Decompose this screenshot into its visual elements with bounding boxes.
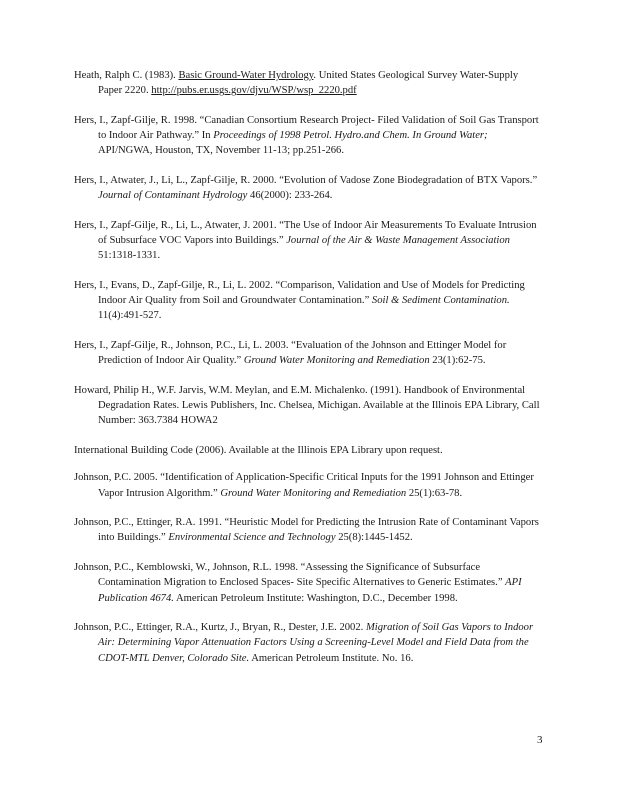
italic-text: Environmental Science and Technology	[168, 532, 336, 544]
reference-entry-ibc-2006	[74, 443, 544, 458]
reference-text: 25(1):63-78.	[406, 487, 463, 499]
reference-text: Hers, I., Zapf-Gilje, R. 1998. “Canadian Consortium Research Project- Filed Validation of Soil Gas Transport to Indoor Air Pathway.” In	[74, 114, 539, 142]
underlined-text: Basic Ground-Water Hydrology	[178, 70, 314, 81]
page-number: 3	[537, 734, 543, 746]
reference-text: Heath, Ralph C. (1983).	[74, 70, 179, 81]
reference-entry-howard-1991	[74, 383, 544, 429]
italic-text: Soil & Sediment Contamination.	[371, 295, 510, 307]
reference-text: Johnson, P.C. 2005. “Identification of Application-Specific Critical Inputs for the 1991 Johnson and Ettinger Vapor Intrusion Algorithm.”	[74, 472, 534, 499]
reference-text: Howard, Philip H., W.F. Jarvis, W.M. Meylan, and E.M. Michalenko. (1991). Handbook of Environmental Degradation Rates. Lewis Publishers, Inc. Chelsea, Michigan. Available at the Illinois EPA Library, Call Number: 363.7384 HOWA2	[74, 385, 540, 427]
reference-entry-hers-2001	[74, 218, 544, 264]
reference-text: American Petroleum Institute. No. 16.	[249, 652, 414, 664]
reference-text: 51:1318-1331.	[98, 250, 161, 262]
italic-text: Journal of Contaminant Hydrology	[98, 190, 248, 202]
italic-text: API Publication 4674.	[98, 577, 522, 604]
reference-entry-hers-2002	[74, 278, 544, 324]
reference-entry-hers-2003	[74, 338, 544, 368]
reference-list	[74, 68, 544, 680]
reference-entry-johnson-1991	[74, 515, 544, 545]
reference-entry-johnson-2002	[74, 620, 544, 666]
italic-text: Journal of the Air & Waste Management Association	[286, 235, 510, 247]
reference-entry-hers-1998	[74, 113, 544, 159]
reference-text: American Petroleum Institute: Washington, D.C., December 1998.	[173, 592, 458, 604]
reference-text: Hers, I., Zapf-Gilje, R., Li, L., Atwater, J. 2001. “The Use of Indoor Air Measurements To Evaluate Intrusion of Subsurface VOC Vapors into Buildings.”	[74, 219, 537, 247]
reference-text: 46(2000): 233-264.	[247, 190, 333, 202]
reference-text: Hers, I., Zapf-Gilje, R., Johnson, P.C., Li, L. 2003. “Evaluation of the Johnson and Ettinger Model for Prediction of Indoor Air Quality.”	[74, 340, 507, 367]
reference-text: Johnson, P.C., Ettinger, R.A., Kurtz, J., Bryan, R., Dester, J.E. 2002.	[74, 622, 366, 634]
italic-text: Proceedings of 1998 Petrol. Hydro.and Chem. In Ground Water;	[213, 130, 488, 142]
reference-text: Hers, I., Atwater, J., Li, L., Zapf-Gilje, R. 2000. “Evolution of Vadose Zone Biodegradation of BTX Vapors.”	[74, 175, 538, 187]
underlined-text: http://pubs.er.usgs.gov/djvu/WSP/wsp_2220.pdf	[151, 85, 357, 97]
reference-text: Johnson, P.C., Kemblowski, W., Johnson, R.L. 1998. “Assessing the Significance of Subsurface Contamination Migration to Enclosed Spaces- Site Specific Alternatives to Generic Estimates.”	[74, 562, 506, 589]
reference-text: API/NGWA, Houston, TX, November 11-13; pp.251-266.	[98, 145, 344, 157]
reference-text: 23(1):62-75.	[429, 355, 486, 367]
reference-text: Hers, I., Evans, D., Zapf-Gilje, R., Li, L. 2002. “Comparison, Validation and Use of Models for Predicting Indoor Air Quality from Soil and Groundwater Contamination.”	[74, 280, 525, 307]
reference-entry-johnson-1998	[74, 560, 544, 606]
reference-text: Johnson, P.C., Ettinger, R.A. 1991. “Heuristic Model for Predicting the Intrusion Rate of Contaminant Vapors into Buildings.”	[74, 517, 539, 544]
reference-text: 25(8):1445-1452.	[335, 532, 413, 544]
italic-text: Ground Water Monitoring and Remediation	[243, 355, 430, 367]
reference-text: 11(4):491-527.	[98, 310, 162, 322]
reference-entry-johnson-2005	[74, 470, 544, 500]
italic-text: Ground Water Monitoring and Remediation	[220, 487, 407, 499]
reference-entry-heath-1983	[74, 68, 544, 98]
reference-text: International Building Code (2006). Available at the Illinois EPA Library upon request.	[74, 445, 443, 457]
reference-text: . United States Geological Survey Water-Supply Paper 2220.	[98, 70, 519, 97]
italic-text: Migration of Soil Gas Vapors to Indoor Air: Determining Vapor Attenuation Factors Using a Screening-Level Model and Field Data from the CDOT-MTL Denver, Colorado Site.	[98, 622, 534, 664]
reference-entry-hers-2000	[74, 173, 544, 203]
